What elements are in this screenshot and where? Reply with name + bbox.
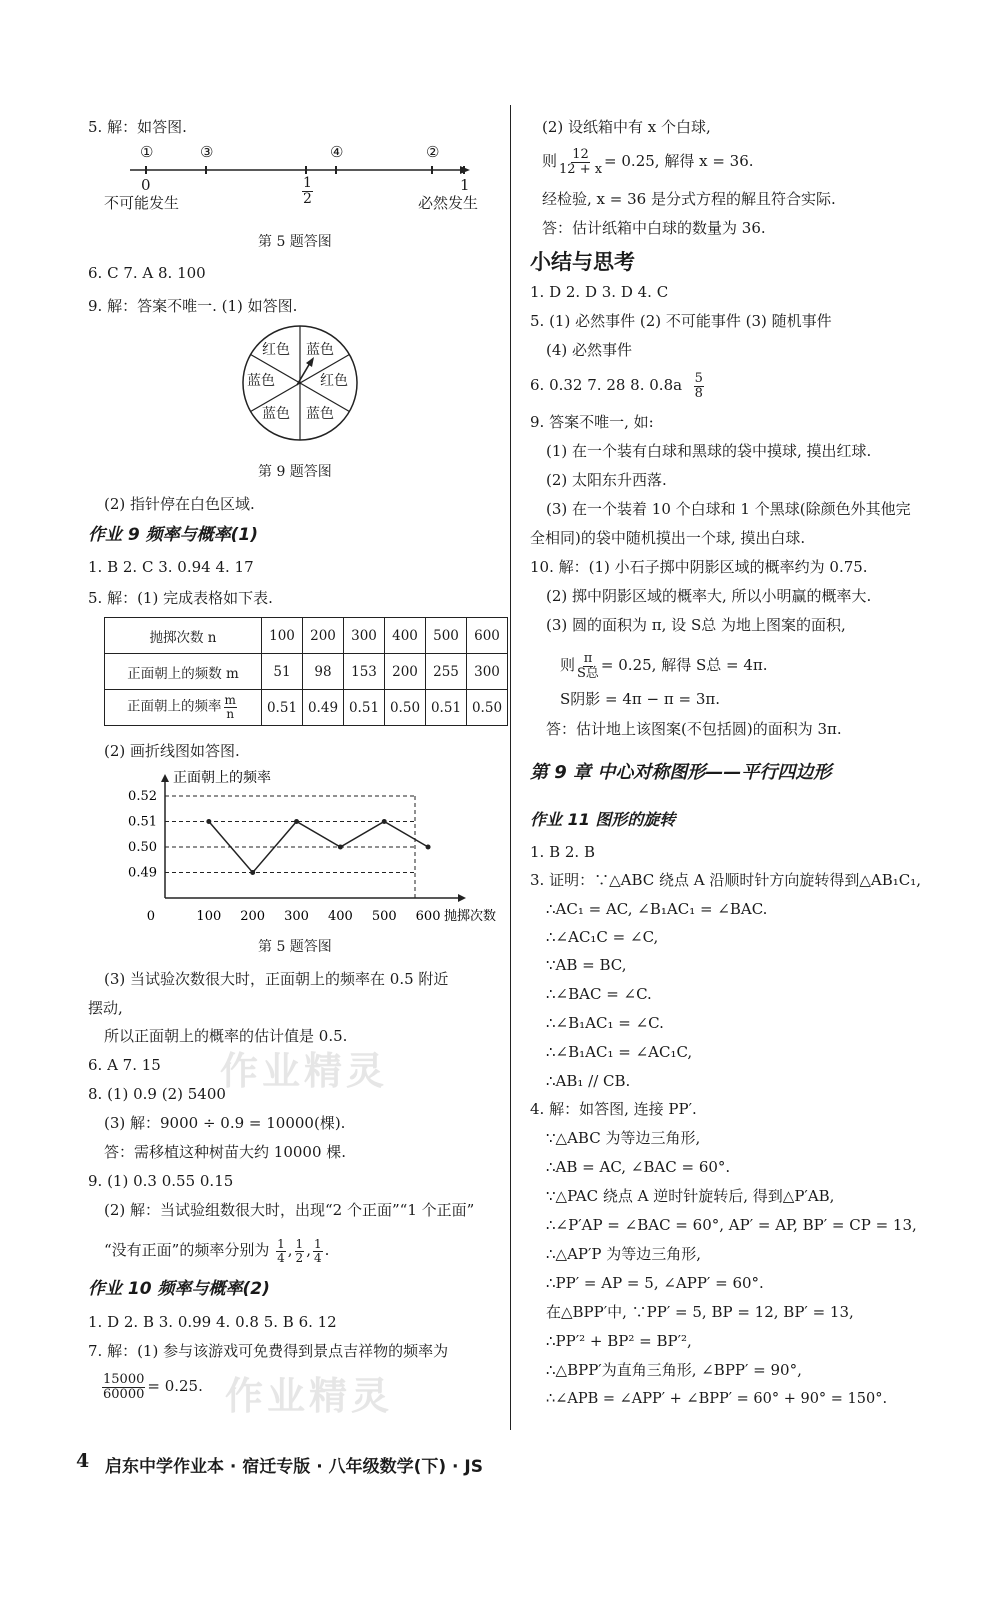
- table-cell: 500: [426, 618, 467, 654]
- s2: 5. (1) 必然事件 (2) 不可能事件 (3) 随机事件: [530, 312, 832, 330]
- data-point: [250, 870, 255, 875]
- data-point: [206, 819, 211, 824]
- h1: 1. B 2. B: [530, 843, 595, 861]
- s5: 9. 答案不唯一, 如:: [530, 413, 654, 431]
- h2: 3. 证明：∵△ABC 绕点 A 沿顺时针方向旋转得到△AB₁C₁,: [530, 871, 922, 889]
- spinner-label-4: 蓝色: [247, 373, 275, 389]
- s13: 则 $\frac{\pi}{\text{S总}}$ = 0.25, 解得 S总 = 4π.: [560, 651, 768, 681]
- x-tick-label: 100: [196, 909, 222, 924]
- y-axis-arrow: [161, 774, 169, 782]
- table-cell: 100: [262, 618, 303, 654]
- s15: 答：估计地上该图案(不包括圆)的面积为 3π.: [546, 720, 842, 738]
- q9e-text: “没有正面”的频率分别为 $\frac{1}{4}$ , $\frac{1}{2}$ , $\frac{1}{4}$ .: [104, 1237, 330, 1265]
- h6: ∴∠BAC = ∠C.: [546, 985, 652, 1003]
- x-tick-label: 400: [327, 909, 353, 924]
- table-cell: 0.51: [344, 690, 385, 726]
- q5-text: 5. 解：如答图.: [88, 118, 187, 136]
- h9: ∴AB₁ // CB.: [546, 1072, 631, 1090]
- table-cell: 300: [467, 654, 508, 690]
- data-point: [338, 845, 343, 850]
- h8: ∴∠B₁AC₁ = ∠AC₁C,: [546, 1043, 693, 1061]
- h15: ∴△AP′P 为等边三角形,: [546, 1245, 702, 1263]
- q7b-fraction: $\frac{15000}{60000}$ = 0.25.: [103, 1372, 203, 1402]
- r3: 经检验, x = 36 是分式方程的解且符合实际.: [542, 190, 836, 208]
- table-row: [105, 690, 508, 726]
- q5c-line1: (3) 当试验次数很大时，正面朝上的频率在 0.5 附近: [104, 970, 449, 988]
- column-divider: [510, 105, 511, 1430]
- h14: ∴∠P′AP = ∠BAC = 60°, AP′ = AP, BP′ = CP = 13,: [546, 1216, 917, 1234]
- s9: 全相同)的袋中随机摸出一个球, 摸出白球.: [530, 529, 806, 547]
- table-cell: 0.51: [262, 690, 303, 726]
- table-row: [105, 654, 508, 690]
- y-tick-label: 0.49: [128, 865, 157, 881]
- x-tick-label: 300: [284, 909, 309, 924]
- x-axis-arrow: [458, 894, 466, 902]
- q5c-line2: 摆动,: [88, 999, 123, 1017]
- data-point: [426, 845, 431, 850]
- label-zero: 0: [141, 176, 151, 194]
- table-cell: 正面朝上的频数 m: [105, 654, 262, 690]
- h4: ∴∠AC₁C = ∠C,: [546, 928, 659, 946]
- q6-answers: 6. C 7. A 8. 100: [88, 264, 206, 282]
- x-tick-label: 200: [240, 909, 266, 924]
- table-cell: 抛掷次数 n: [105, 618, 262, 654]
- hw9-answers: 1. B 2. C 3. 0.94 4. 17: [88, 558, 254, 576]
- y-tick-label: 0.50: [128, 840, 157, 855]
- chart-caption: 第 5 题答图: [258, 939, 332, 955]
- hw9-q5: 5. 解：(1) 完成表格如下表.: [88, 589, 273, 607]
- h3: ∴AC₁ = AC, ∠B₁AC₁ = ∠BAC.: [546, 900, 768, 918]
- hw11-heading: 作业 11 图形的旋转: [530, 810, 676, 829]
- r2: 则 $\frac{12}{12 + x}$ = 0.25, 解得 x = 36.: [542, 147, 754, 177]
- frequency-table: [104, 617, 508, 726]
- s10: 10. 解：(1) 小石子掷中阴影区域的概率约为 0.75.: [530, 558, 868, 576]
- s3: (4) 必然事件: [546, 341, 633, 359]
- hw10-answers: 1. D 2. B 3. 0.99 4. 0.8 5. B 6. 12: [88, 1313, 337, 1331]
- table-cell: 600: [467, 618, 508, 654]
- table-cell: 98: [303, 654, 344, 690]
- fig9-caption: 第 9 题答图: [258, 464, 332, 480]
- h13: ∵△PAC 绕点 A 逆时针旋转后, 得到△P′AB,: [546, 1187, 835, 1205]
- page-number: 4: [76, 1450, 90, 1472]
- x-tick-label: 500: [371, 909, 397, 924]
- table-cell: 153: [344, 654, 385, 690]
- fig5-caption: 第 5 题答图: [258, 234, 332, 250]
- q9-text: 9. 解：答案不唯一. (1) 如答图.: [88, 297, 298, 315]
- h18: ∴PP′² + BP² = BP′²,: [546, 1332, 692, 1350]
- h20: ∴∠APB = ∠APP′ + ∠BPP′ = 60° + 90° = 150°.: [546, 1391, 888, 1407]
- mark-4: ④: [330, 143, 344, 161]
- label-half: $\frac{1}{2}$: [303, 175, 312, 207]
- frequency-line-chart: [120, 768, 497, 926]
- q8b-text: (3) 解：9000 ÷ 0.9 = 10000(棵).: [104, 1114, 346, 1132]
- s12: (3) 圆的面积为 π, 设 S总 为地上图案的面积,: [546, 616, 846, 634]
- mark-2: ②: [426, 143, 440, 161]
- s4: 6. 0.32 7. 28 8. 0.8a $\frac{5}{8}$: [530, 371, 703, 401]
- h16: ∴PP′ = AP = 5, ∠APP′ = 60°.: [546, 1274, 764, 1292]
- q9c-answers: 9. (1) 0.3 0.55 0.15: [88, 1172, 234, 1190]
- table-cell: 0.49: [303, 690, 344, 726]
- q8c-text: 答：需移植这种树苗大约 10000 棵.: [104, 1143, 347, 1161]
- s1: 1. D 2. D 3. D 4. C: [530, 283, 669, 301]
- series-line: [209, 822, 428, 873]
- mark-1: ①: [140, 143, 154, 161]
- x-axis-label: 抛掷次数: [443, 909, 497, 924]
- label-certain: 必然发生: [418, 194, 479, 212]
- h17: 在△BPP′中, ∵PP′ = 5, BP = 12, BP′ = 13,: [546, 1303, 854, 1321]
- y-tick-label: 0.52: [128, 789, 157, 804]
- q7-text: 7. 解：(1) 参与该游戏可免费得到景点吉祥物的频率为: [88, 1342, 449, 1360]
- s8: (3) 在一个装着 10 个白球和 1 个黑球(除颜色外其他完: [546, 500, 911, 518]
- h12: ∴AB = AC, ∠BAC = 60°.: [546, 1158, 731, 1176]
- q5b-text: (2) 画折线图如答图.: [104, 742, 240, 760]
- spinner-label-6: 蓝色: [306, 406, 334, 422]
- x-tick-label: 600: [415, 909, 441, 924]
- y-tick-label: 0.51: [128, 814, 157, 830]
- s6: (1) 在一个装有白球和黑球的袋中摸球, 摸出红球.: [546, 442, 872, 460]
- spinner-label-3: 红色: [320, 373, 348, 389]
- table-row: [105, 618, 508, 654]
- table-cell: 正面朝上的频率 $\frac{m}{n}$: [105, 690, 262, 726]
- table-cell: 0.50: [385, 690, 426, 726]
- r1: (2) 设纸箱中有 x 个白球,: [542, 118, 711, 136]
- q9d-text: (2) 解：当试验组数很大时，出现“2 个正面”“1 个正面”: [104, 1201, 475, 1219]
- h7: ∴∠B₁AC₁ = ∠C.: [546, 1014, 664, 1032]
- label-impossible: 不可能发生: [104, 194, 180, 212]
- chart-title: 正面朝上的频率: [173, 770, 271, 786]
- watermark: 作业精灵: [220, 1048, 389, 1093]
- spinner-label-1: 红色: [262, 342, 290, 358]
- s14: S阴影 = 4π − π = 3π.: [560, 690, 721, 708]
- watermark: 作业精灵: [225, 1373, 394, 1418]
- q5c-line3: 所以正面朝上的概率的估计值是 0.5.: [104, 1027, 348, 1045]
- h10: 4. 解：如答图, 连接 PP′.: [530, 1100, 697, 1118]
- table-cell: 0.50: [467, 690, 508, 726]
- h11: ∵△ABC 为等边三角形,: [546, 1129, 701, 1147]
- data-point: [294, 819, 299, 824]
- table-cell: 255: [426, 654, 467, 690]
- r4: 答：估计纸箱中白球的数量为 36.: [542, 219, 766, 237]
- q9b-text: (2) 指针停在白色区域.: [104, 495, 255, 513]
- chapter-heading: 第 9 章 中心对称图形——平行四边形: [530, 762, 832, 783]
- q6b-answers: 6. A 7. 15: [88, 1056, 161, 1074]
- table-cell: 200: [385, 654, 426, 690]
- label-one: 1: [460, 176, 470, 194]
- h19: ∴△BPP′为直角三角形, ∠BPP′ = 90°,: [546, 1361, 802, 1379]
- table-cell: 0.51: [426, 690, 467, 726]
- q8-answers: 8. (1) 0.9 (2) 5400: [88, 1085, 226, 1103]
- origin-label: 0: [146, 909, 155, 924]
- h5: ∵AB = BC,: [546, 956, 627, 974]
- spinner-label-5: 蓝色: [262, 406, 290, 422]
- table-cell: 300: [344, 618, 385, 654]
- hw9-heading: 作业 9 频率与概率(1): [88, 525, 259, 545]
- summary-heading: 小结与思考: [530, 250, 635, 274]
- hw10-heading: 作业 10 频率与概率(2): [88, 1279, 270, 1299]
- s7: (2) 太阳东升西落.: [546, 471, 667, 489]
- spinner-label-2: 蓝色: [306, 342, 334, 358]
- table-cell: 51: [262, 654, 303, 690]
- mark-3: ③: [200, 143, 214, 161]
- book-title: 启东中学作业本 · 宿迁专版 · 八年级数学(下) · JS: [105, 1457, 483, 1477]
- table-cell: 200: [303, 618, 344, 654]
- s11: (2) 掷中阴影区域的概率大, 所以小明赢的概率大.: [546, 587, 872, 605]
- table-cell: 400: [385, 618, 426, 654]
- data-point: [382, 819, 387, 824]
